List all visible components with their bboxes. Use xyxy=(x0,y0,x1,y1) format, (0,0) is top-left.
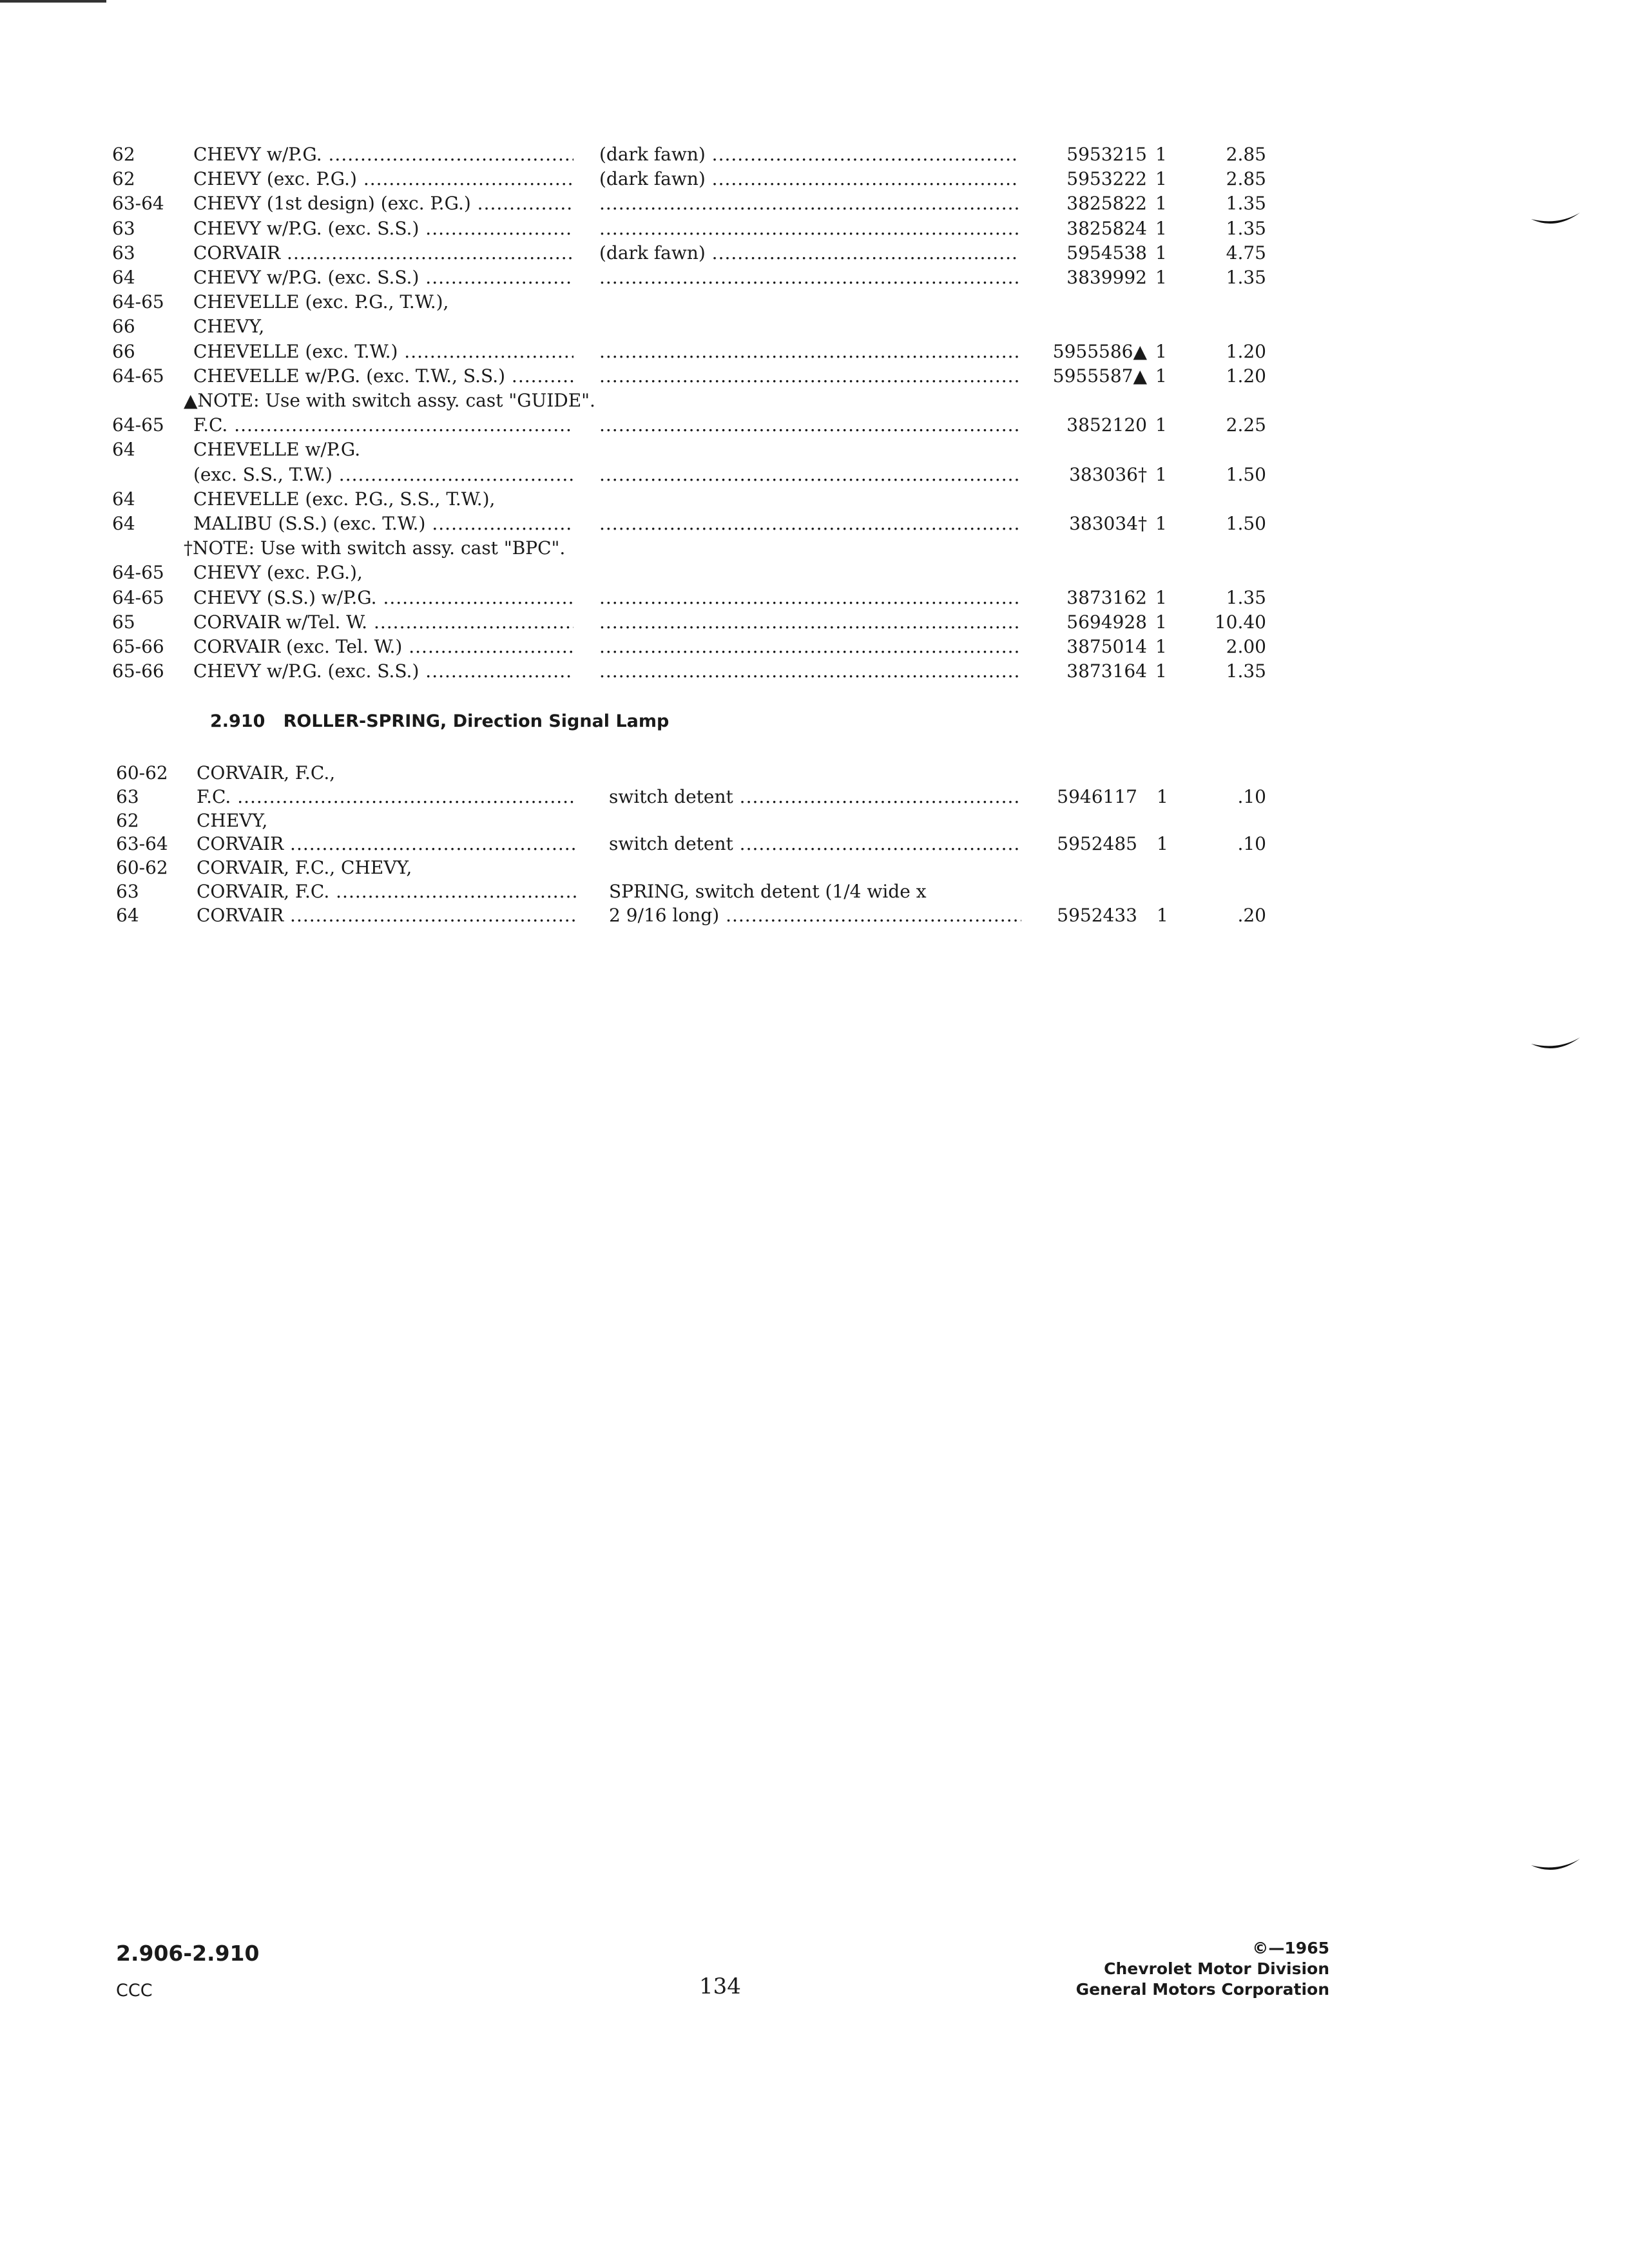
quantity-cell: 1 xyxy=(1155,636,1167,657)
table-row xyxy=(0,784,1629,810)
year-cell: 64 xyxy=(112,488,135,510)
model-cell: F.C. ..... xyxy=(197,784,577,810)
year-cell: 64 xyxy=(116,904,139,926)
model-cell: F.C. ..... xyxy=(193,412,574,438)
quantity-cell: 1 xyxy=(1155,144,1167,165)
part-number-cell: 3825824 xyxy=(1066,217,1147,239)
note-row xyxy=(0,388,1629,414)
table-row xyxy=(0,412,1629,438)
part-number-cell: 5954538 xyxy=(1066,242,1147,264)
price-cell: 1.20 xyxy=(1226,340,1266,362)
quantity-cell: 1 xyxy=(1155,217,1167,239)
quantity-cell: 1 xyxy=(1155,365,1167,387)
model-cell: CHEVY w/P.G. (exc. S.S.) ..... xyxy=(193,658,574,684)
table-row xyxy=(0,363,1629,389)
description-cell xyxy=(599,339,1018,365)
year-cell: 64-65 xyxy=(112,365,164,387)
year-cell: 64 xyxy=(112,267,135,288)
model-cell: CHEVY w/P.G. (exc. S.S.) ..... xyxy=(193,216,574,242)
note-text: ▲NOTE: Use with switch assy. cast "GUIDE". xyxy=(184,390,595,411)
price-cell: 10.40 xyxy=(1214,611,1266,633)
footer-left xyxy=(116,1939,259,2005)
quantity-cell: 1 xyxy=(1155,586,1167,608)
year-cell: 65 xyxy=(112,611,135,633)
note-text: †NOTE: Use with switch assy. cast "BPC". xyxy=(184,537,566,559)
part-number-cell: 5953222 xyxy=(1066,168,1147,190)
quantity-cell: 1 xyxy=(1155,168,1167,190)
quantity-cell: 1 xyxy=(1155,340,1167,362)
year-cell: 64-65 xyxy=(112,562,164,584)
section-subtitle: Direction Signal Lamp xyxy=(452,711,670,731)
page-number: 134 xyxy=(699,1974,741,1999)
model-cell: CORVAIR ..... xyxy=(197,903,577,928)
description-cell: (dark fawn) ..... xyxy=(599,166,1018,192)
model-cell: CHEVY, xyxy=(197,809,268,831)
part-number-cell: 5953215 xyxy=(1066,144,1147,165)
model-cell: CHEVELLE w/P.G. xyxy=(193,439,361,461)
price-cell: 4.75 xyxy=(1226,242,1266,264)
model-cell: CORVAIR w/Tel. W. ..... xyxy=(193,610,574,635)
price-cell: 1.20 xyxy=(1226,365,1266,387)
model-cell: CHEVY (1st design) (exc. P.G.) ..... xyxy=(193,191,574,216)
year-cell: 65-66 xyxy=(112,660,164,682)
year-cell: 66 xyxy=(112,340,135,362)
section-heading xyxy=(210,709,669,735)
description-cell xyxy=(599,610,1018,635)
table-row xyxy=(0,903,1629,928)
description-cell xyxy=(599,216,1018,242)
description-cell xyxy=(599,265,1018,291)
description-cell: switch detent ..... xyxy=(609,784,1021,810)
table-row xyxy=(0,265,1629,291)
description-cell: (dark fawn) ..... xyxy=(599,142,1018,168)
description-cell: 2 9/16 long) ..... xyxy=(609,903,1021,928)
price-cell: 1.35 xyxy=(1226,217,1266,239)
price-cell: .10 xyxy=(1237,785,1266,807)
model-cell: CHEVELLE (exc. P.G., S.S., T.W.), xyxy=(193,488,496,510)
model-cell: CHEVY w/P.G. ..... xyxy=(193,142,574,168)
table-row xyxy=(0,142,1629,168)
model-cell: CORVAIR, F.C. ..... xyxy=(197,879,577,905)
quantity-cell: 1 xyxy=(1157,904,1168,926)
note-row xyxy=(0,535,1629,561)
table-row xyxy=(0,855,1629,881)
description-cell: (dark fawn) ..... xyxy=(599,240,1018,266)
table-row xyxy=(0,166,1629,192)
price-cell: .10 xyxy=(1237,833,1266,855)
footer-code: CCC xyxy=(116,1981,153,2001)
description-cell xyxy=(599,658,1018,684)
table-row xyxy=(0,289,1629,315)
year-cell: 63 xyxy=(112,217,135,239)
year-cell: 63 xyxy=(116,881,139,902)
price-cell: 2.00 xyxy=(1226,636,1266,657)
table-row xyxy=(0,191,1629,216)
model-cell: CORVAIR (exc. Tel. W.) ..... xyxy=(193,634,574,660)
price-cell: 1.35 xyxy=(1226,660,1266,682)
price-cell: 2.85 xyxy=(1226,144,1266,165)
description-cell xyxy=(599,412,1018,438)
price-cell: 1.35 xyxy=(1226,267,1266,288)
model-cell: CHEVY w/P.G. (exc. S.S.) ..... xyxy=(193,265,574,291)
quantity-cell: 1 xyxy=(1155,414,1167,436)
quantity-cell: 1 xyxy=(1155,267,1167,288)
table-row xyxy=(0,585,1629,611)
table-row xyxy=(0,831,1629,857)
binder-hole-mark-icon xyxy=(1530,1858,1581,1877)
year-cell: 60-62 xyxy=(116,762,168,783)
table-row xyxy=(0,314,1629,340)
part-number-cell: 3852120 xyxy=(1066,414,1147,436)
description-cell xyxy=(599,191,1018,216)
model-cell: CHEVY (S.S.) w/P.G. ..... xyxy=(193,585,574,611)
year-cell: 64-65 xyxy=(112,291,164,313)
year-cell: 64 xyxy=(112,513,135,534)
part-number-cell: 3875014 xyxy=(1066,636,1147,657)
description-cell xyxy=(599,462,1018,488)
part-number-cell: 5952485 xyxy=(1057,833,1137,855)
part-number-cell: 5955586▲ xyxy=(1052,340,1147,362)
model-cell: CORVAIR, F.C., CHEVY, xyxy=(197,857,412,879)
price-cell: 1.50 xyxy=(1226,463,1266,485)
quantity-cell: 1 xyxy=(1155,242,1167,264)
year-cell: 62 xyxy=(112,168,135,190)
year-cell: 62 xyxy=(112,144,135,165)
model-cell: (exc. S.S., T.W.) ..... xyxy=(193,462,574,488)
footer-publisher xyxy=(1076,1938,1329,2000)
table-row xyxy=(0,339,1629,365)
part-number-cell: 3839992 xyxy=(1066,267,1147,288)
year-cell: 65-66 xyxy=(112,636,164,657)
division-name: Chevrolet Motor Division xyxy=(1104,1959,1329,1978)
corporation-name: General Motors Corporation xyxy=(1075,1980,1329,1999)
model-cell: CHEVELLE (exc. T.W.) ..... xyxy=(193,339,574,365)
quantity-cell: 1 xyxy=(1157,833,1168,855)
model-cell: CORVAIR ..... xyxy=(197,831,577,857)
part-number-cell: 3873164 xyxy=(1066,660,1147,682)
quantity-cell: 1 xyxy=(1155,513,1167,534)
year-cell: 64-65 xyxy=(112,586,164,608)
price-cell: 2.25 xyxy=(1226,414,1266,436)
price-cell: 1.50 xyxy=(1226,513,1266,534)
description-cell xyxy=(599,585,1018,611)
part-number-cell: 5952433 xyxy=(1057,904,1137,926)
model-cell: CHEVY (exc. P.G.) ..... xyxy=(193,166,574,192)
quantity-cell: 1 xyxy=(1155,463,1167,485)
part-number-cell: 5955587▲ xyxy=(1052,365,1147,387)
year-cell: 63 xyxy=(116,785,139,807)
table-row xyxy=(0,462,1629,488)
quantity-cell: 1 xyxy=(1155,193,1167,215)
table-row xyxy=(0,240,1629,266)
price-cell: .20 xyxy=(1237,904,1266,926)
year-cell: 66 xyxy=(112,316,135,338)
binder-hole-mark-icon xyxy=(1530,1036,1581,1055)
quantity-cell: 1 xyxy=(1155,660,1167,682)
table-row xyxy=(0,634,1629,660)
model-cell: CHEVELLE w/P.G. (exc. T.W., S.S.) ..... xyxy=(193,363,574,389)
price-cell: 2.85 xyxy=(1226,168,1266,190)
section-title: ROLLER-SPRING, xyxy=(283,711,447,731)
model-cell: CHEVY, xyxy=(193,316,265,338)
binder-hole-mark-icon xyxy=(1530,211,1581,231)
model-cell: CORVAIR ..... xyxy=(193,240,574,266)
price-cell: 1.35 xyxy=(1226,193,1266,215)
table-row xyxy=(0,879,1629,905)
description-cell: SPRING, switch detent (1/4 wide x xyxy=(609,881,927,902)
description-cell xyxy=(599,634,1018,660)
table-row xyxy=(0,610,1629,635)
copyright: ©—1965 xyxy=(1252,1939,1329,1957)
table-row xyxy=(0,760,1629,786)
table-row xyxy=(0,658,1629,684)
model-cell: CHEVELLE (exc. P.G., T.W.), xyxy=(193,291,449,313)
year-cell: 63-64 xyxy=(112,193,164,215)
part-number-cell: 383034† xyxy=(1069,513,1147,534)
year-cell: 60-62 xyxy=(116,857,168,879)
model-cell: CHEVY (exc. P.G.), xyxy=(193,562,363,584)
model-cell: MALIBU (S.S.) (exc. T.W.) ..... xyxy=(193,511,574,537)
description-cell: switch detent ..... xyxy=(609,831,1021,857)
part-number-cell: 5694928 xyxy=(1066,611,1147,633)
description-cell xyxy=(599,363,1018,389)
part-number-cell: 3825822 xyxy=(1066,193,1147,215)
description-cell xyxy=(599,511,1018,537)
model-cell: CORVAIR, F.C., xyxy=(197,762,336,783)
table-row xyxy=(0,486,1629,512)
table-row xyxy=(0,560,1629,586)
year-cell: 63 xyxy=(112,242,135,264)
part-number-cell: 383036† xyxy=(1069,463,1147,485)
section-number: 2.910 xyxy=(210,711,265,731)
footer-section-range: 2.906-2.910 xyxy=(116,1941,260,1966)
price-cell: 1.35 xyxy=(1226,586,1266,608)
year-cell: 62 xyxy=(116,809,139,831)
quantity-cell: 1 xyxy=(1157,785,1168,807)
year-cell: 64-65 xyxy=(112,414,164,436)
part-number-cell: 3873162 xyxy=(1066,586,1147,608)
year-cell: 63-64 xyxy=(116,833,168,855)
quantity-cell: 1 xyxy=(1155,611,1167,633)
table-row xyxy=(0,511,1629,537)
table-row xyxy=(0,437,1629,463)
year-cell: 64 xyxy=(112,439,135,461)
part-number-cell: 5946117 xyxy=(1057,785,1137,807)
table-row xyxy=(0,808,1629,834)
table-row xyxy=(0,216,1629,242)
